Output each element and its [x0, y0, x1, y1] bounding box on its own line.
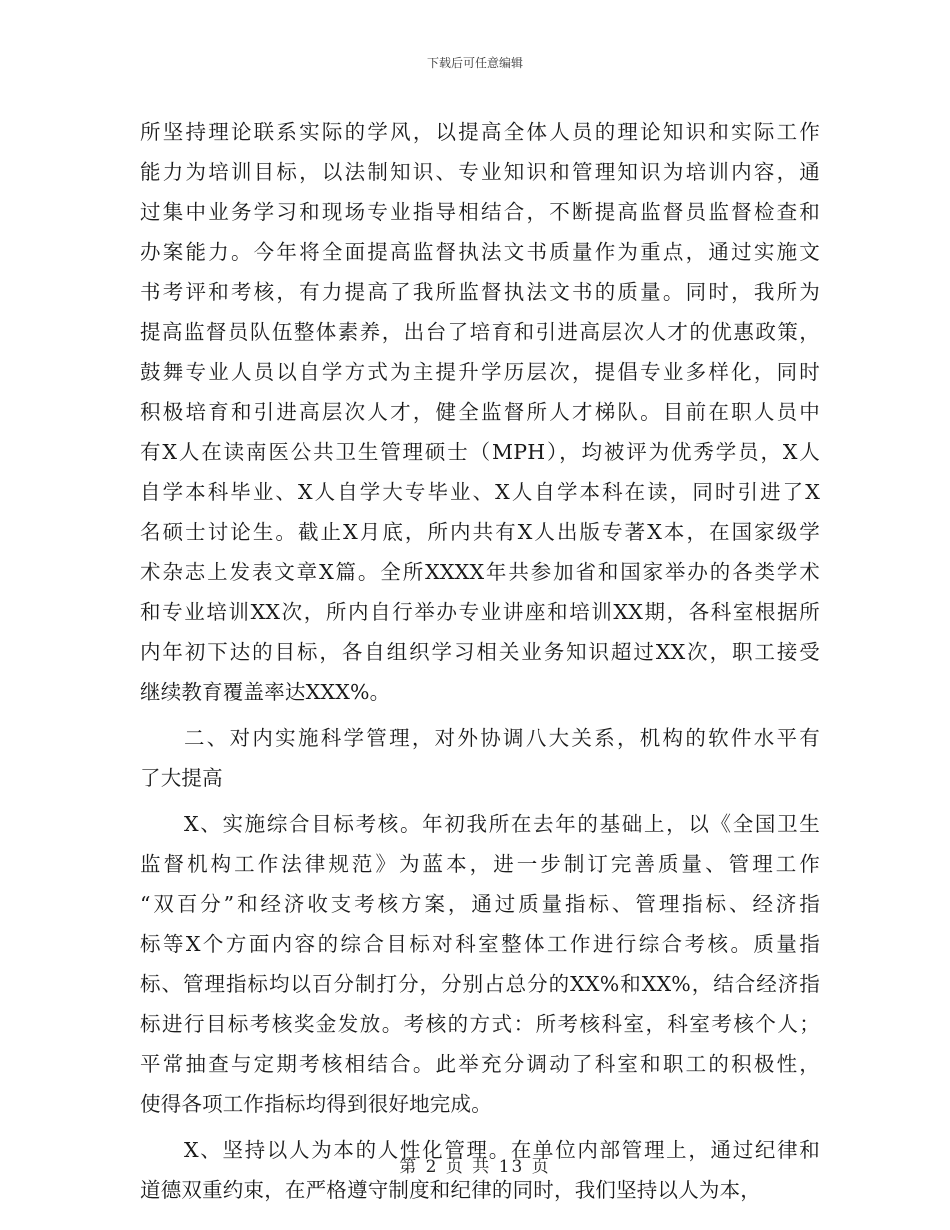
text-line: 过集中业务学习和现场专业指导相结合，不断提高监督员监督检查和 [140, 200, 820, 224]
text-line: 继续教育覆盖率达XXX%。 [140, 680, 391, 704]
page-header: 下载后可任意编辑 [426, 56, 523, 70]
text-line: 二、对内实施科学管理，对外协调八大关系，机构的软件水平有 [184, 726, 820, 750]
paragraph [140, 112, 820, 712]
text-line: 办案能力。今年将全面提高监督执法文书质量作为重点，通过实施文 [140, 240, 820, 264]
text-line: 能力为培训目标，以法制知识、专业知识和管理知识为培训内容，通 [140, 160, 820, 184]
text-line: 标、管理指标均以百分制打分，分别占总分的XX%和XX%，结合经济指 [140, 972, 820, 996]
text-line: 自学本科毕业、X人自学大专毕业、X人自学本科在读，同时引进了X [140, 480, 820, 504]
text-line: 道德双重约束，在严格遵守制度和纪律的同时，我们坚持以人为本， [140, 1178, 761, 1202]
text-line: 内年初下达的目标，各自组织学习相关业务知识超过XX次，职工接受 [140, 640, 820, 664]
document-body [140, 112, 820, 1210]
page-number: 第 2 页 共 13 页 [399, 1157, 551, 1177]
text-line: 所坚持理论联系实际的学风，以提高全体人员的理论知识和实际工作 [140, 120, 820, 144]
text-line: 术杂志上发表文章X篇。全所XXXX年共参加省和国家举办的各类学术 [140, 560, 820, 584]
text-line: 和专业培训XX次，所内自行举办专业讲座和培训XX期，各科室根据所 [140, 600, 820, 624]
text-line: 使得各项工作指标均得到很好地完成。 [140, 1092, 492, 1116]
text-line: 名硕士讨论生。截止X月底，所内共有X人出版专著X本，在国家级学 [140, 520, 820, 544]
text-line: 提高监督员队伍整体素养，出台了培育和引进高层次人才的优惠政策， [140, 320, 820, 344]
text-line: X、实施综合目标考核。年初我所在去年的基础上，以《全国卫生 [184, 812, 820, 836]
text-line: X、坚持以人为本的人性化管理。在单位内部管理上，通过纪律和 [184, 1138, 820, 1162]
paragraph [140, 718, 820, 798]
text-line: 监督机构工作法律规范》为蓝本，进一步制订完善质量、管理工作 [140, 852, 820, 876]
text-line: 有X人在读南医公共卫生管理硕士（MPH），均被评为优秀学员，X人 [140, 440, 820, 464]
text-line: 平常抽查与定期考核相结合。此举充分调动了科室和职工的积极性， [140, 1052, 820, 1076]
text-line: 书考评和考核，有力提高了我所监督执法文书的质量。同时，我所为 [140, 280, 820, 304]
text-line: 积极培育和引进高层次人才，健全监督所人才梯队。目前在职人员中 [140, 400, 820, 424]
paragraph [140, 804, 820, 1124]
text-line: 标进行目标考核奖金发放。考核的方式：所考核科室，科室考核个人； [140, 1012, 820, 1036]
text-line: “双百分”和经济收支考核方案，通过质量指标、管理指标、经济指 [140, 892, 820, 916]
text-line: 标等X个方面内容的综合目标对科室整体工作进行综合考核。质量指 [140, 932, 820, 956]
text-line: 了大提高 [140, 766, 223, 790]
text-line: 鼓舞专业人员以自学方式为主提升学历层次，提倡专业多样化，同时 [140, 360, 820, 384]
